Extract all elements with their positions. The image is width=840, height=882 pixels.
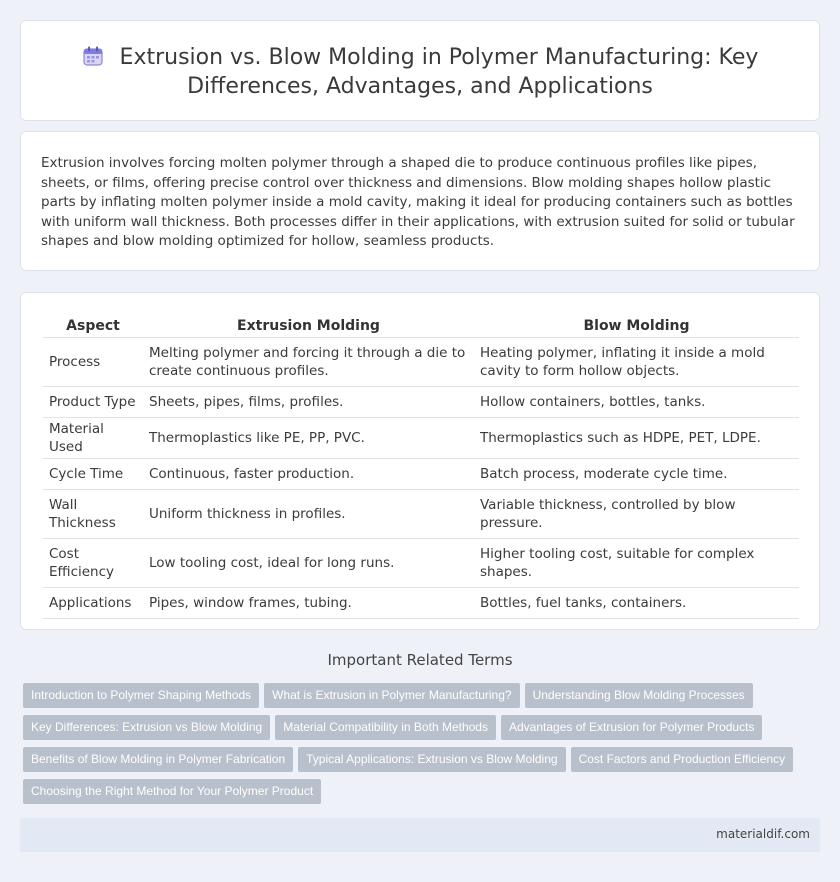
intro-paragraph: Extrusion involves forcing molten polymer through a shaped die to produce continuous profiles like pipes, sheets, or films, offering precise control over thickness and dimensions. Blow molding shapes hollow plastic parts by inflating molten polymer inside a mold cavity, making it ideal for producing containers such as bottles with uniform wall thickness. Both processes differ in their applications, with extrusion suited for solid or tubular shapes and blow molding optimized for hollow, seamless products. [41,155,795,249]
intro-card [20,131,820,271]
related-tag[interactable]: Key Differences: Extrusion vs Blow Molding [23,715,270,740]
extrusion-cell: Continuous, faster production. [143,458,474,489]
header-blow-molding: Blow Molding [583,318,690,335]
table-row [43,386,799,417]
extrusion-cell: Sheets, pipes, films, profiles. [143,386,474,417]
extrusion-cell: Low tooling cost, ideal for long runs. [143,538,474,587]
table-row [43,458,799,489]
table-row [43,337,799,386]
blow-molding-cell: Bottles, fuel tanks, containers. [474,587,799,618]
table-header-row [43,313,799,337]
table-row [43,538,799,587]
calendar-icon [82,45,104,67]
related-tag[interactable]: Typical Applications: Extrusion vs Blow Molding [298,747,565,772]
blow-molding-cell: Thermoplastics such as HDPE, PET, LDPE. [474,417,799,458]
table-row [43,587,799,618]
footer-site-link[interactable]: materialdif.com [716,827,810,841]
aspect-cell: Wall Thickness [43,489,143,538]
related-tag[interactable]: Introduction to Polymer Shaping Methods [23,683,259,708]
blow-molding-cell: Batch process, moderate cycle time. [474,458,799,489]
extrusion-cell: Pipes, window frames, tubing. [143,587,474,618]
table-row [43,417,799,458]
title-line-2: Differences, Advantages, and Applications [187,74,653,99]
blow-molding-cell: Hollow containers, bottles, tanks. [474,386,799,417]
extrusion-cell: Thermoplastics like PE, PP, PVC. [143,417,474,458]
table-row [43,489,799,538]
aspect-cell: Product Type [43,386,143,417]
related-tag[interactable]: Choosing the Right Method for Your Polymer Product [23,779,321,804]
related-tag[interactable]: Understanding Blow Molding Processes [525,683,753,708]
header-aspect: Aspect [66,318,120,335]
aspect-cell: Process [43,337,143,386]
related-terms-tags [23,683,823,811]
extrusion-cell: Uniform thickness in profiles. [143,489,474,538]
blow-molding-cell: Heating polymer, inflating it inside a mold cavity to form hollow objects. [474,337,799,386]
blow-molding-cell: Variable thickness, controlled by blow pressure. [474,489,799,538]
comparison-table-card [20,292,820,630]
related-tag[interactable]: Material Compatibility in Both Methods [275,715,496,740]
title-line-1: Extrusion vs. Blow Molding in Polymer Manufacturing: Key [119,45,759,70]
related-tag[interactable]: Cost Factors and Production Efficiency [571,747,794,772]
related-tag[interactable]: Advantages of Extrusion for Polymer Products [501,715,762,740]
related-terms-heading: Important Related Terms [327,651,513,669]
aspect-cell: Applications [43,587,143,618]
comparison-table [43,313,799,619]
header-extrusion: Extrusion Molding [237,318,380,335]
aspect-cell: Cost Efficiency [43,538,143,587]
aspect-cell: Material Used [43,417,143,458]
page-title [21,43,819,101]
footer-bar [20,818,820,852]
related-tag[interactable]: Benefits of Blow Molding in Polymer Fabrication [23,747,293,772]
title-card [20,20,820,121]
aspect-cell: Cycle Time [43,458,143,489]
related-tag[interactable]: What is Extrusion in Polymer Manufacturing? [264,683,519,708]
extrusion-cell: Melting polymer and forcing it through a die to create continuous profiles. [143,337,474,386]
blow-molding-cell: Higher tooling cost, suitable for complex shapes. [474,538,799,587]
